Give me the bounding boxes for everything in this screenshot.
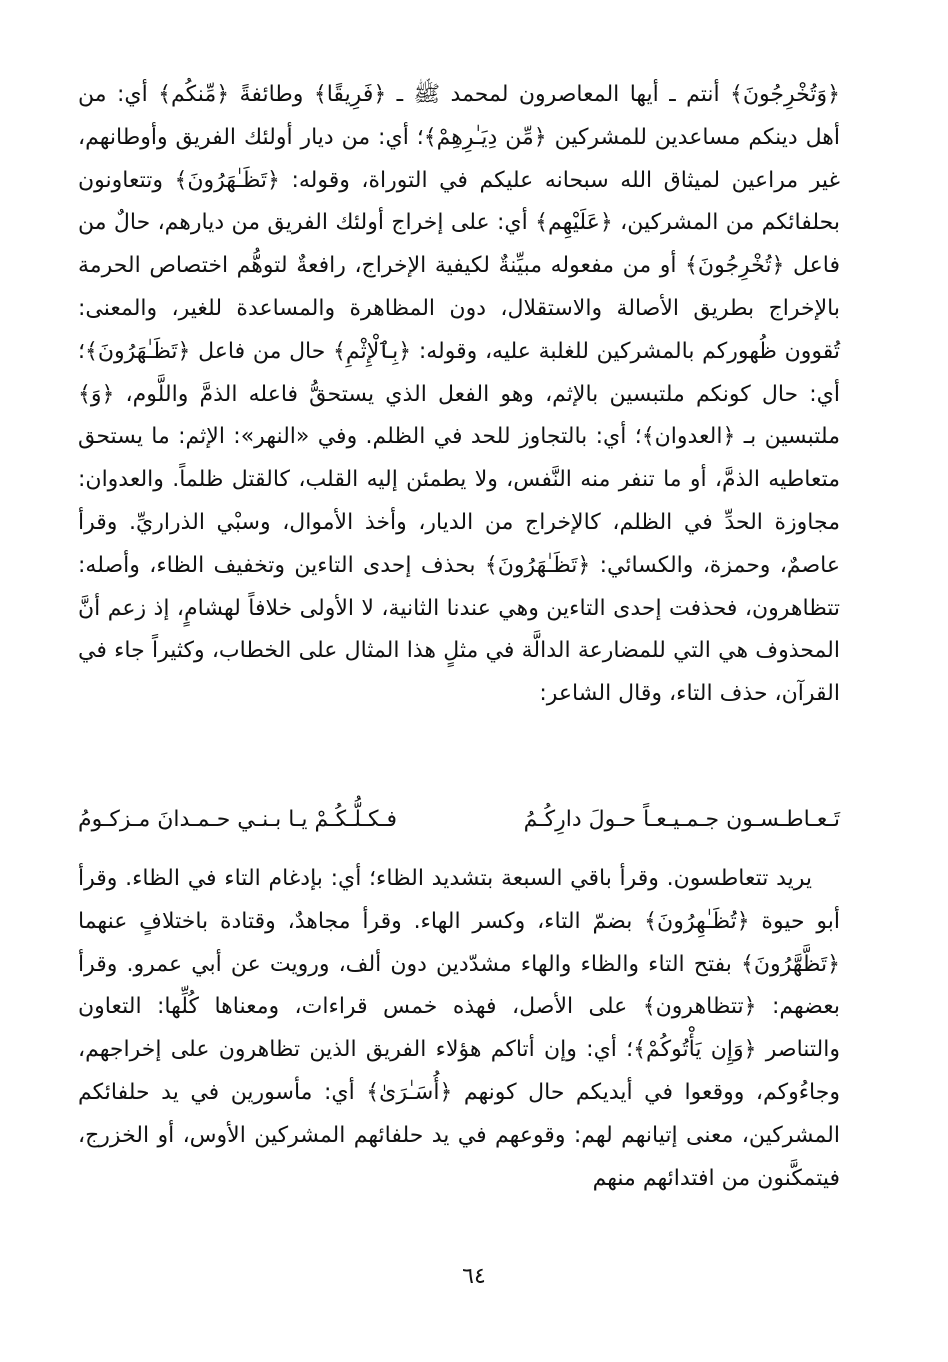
verse-second-hemistich: فـكـلُّـكُـمْ يـا بـنـي حـمـدانَ مـزكـومُ (78, 807, 398, 832)
page-number: ٦٤ (462, 1264, 486, 1289)
body-paragraph-2: يريد تتعاطسون. وقرأ باقي السبعة بتشديد الظاء؛ أي: بإدغام التاء في الظاء. وقرأ أبو حيوة ﴿تُظَـٰهِرُونَ﴾ بضمّ التاء، وكسر الهاء. وقرأ مجاهدٌ، وقتادة باختلافٍ عنهما ﴿تَظَّهَّرُونَ﴾ بفتح التاء والظاء والهاء مشدّدين دون ألف، ورويت عن أبي عمرو. وقرأ بعضهم: ﴿تتظاهرون﴾ على الأصل، فهذه خمس قراءات، ومعناها كُلِّها: التعاون والتناصر ﴿وَإِن يَأْتُوكُمْ﴾؛ أي: وإن أتاكم هؤلاء الفريق الذين تظاهرون على إخراجهم، وجاءُوكم، ووقعوا في أيديكم حال كونهم ﴿أُسَـٰرَىٰ﴾ أي: مأسورين في يد حلفائكم المشركين، معنى إتيانهم لهم: وقوعهم في يد حلفائهم المشركين الأوس، أو الخزرج، فيتمكَّنون من افتدائهم منهم (78, 866, 840, 1191)
poetry-verse (78, 800, 840, 840)
verse-first-hemistich: تَـعـاطـسـون جـمـيـعـاً حـولَ دارِكُـمُ (523, 807, 840, 832)
body-paragraph-1: ﴿وَتُخْرِجُونَ﴾ أنتم ـ أيها المعاصرون لمحمد ﷺ ـ ﴿فَرِيقًا﴾ وطائفةً ﴿مِّنكُم﴾ أي: من أهل دينكم مساعدين للمشركين ﴿مِّن دِيَـٰرِهِمْ﴾؛ أي: من ديار أولئك الفريق وأوطانهم، غير مراعين لميثاق الله سبحانه عليكم في التوراة، وقوله: ﴿تَظَـٰهَرُونَ﴾ وتتعاونون بحلفائكم من المشركين، ﴿عَلَيْهِم﴾ أي: على إخراج أولئك الفريق من ديارهم، حالٌ من فاعل ﴿تُخْرِجُونَ﴾ أو من مفعوله مبيِّنةٌ لكيفية الإخراج، رافعةٌ لتوهُّم اختصاص الحرمة بالإخراج بطريق الأصالة والاستقلال، دون المظاهرة والمساعدة للغير، والمعنى: تُقوون ظُهوركم بالمشركين للغلبة عليه، وقوله: ﴿بِٱلْإِثْمِ﴾ حال من فاعل ﴿تَظَـٰهَرُونَ﴾؛ أي: حال كونكم ملتبسين بالإثم، وهو الفعل الذي يستحقُّ فاعله الذمَّ واللَّوم، ﴿وَ﴾ ملتبسين بـ ﴿العدوان﴾؛ أي: بالتجاوز للحد في الظلم. وفي «النهر»: الإثم: ما يستحق متعاطيه الذمَّ، أو ما تنفر منه النَّفس، ولا يطمئن إليه القلب، كالقتل ظلماً. والعدوان: مجاوزة الحدِّ في الظلم، كالإخراج من الديار، وأخذ الأموال، وسبْي الذراريِّ. وقرأ عاصمٌ، وحمزة، والكسائي: ﴿تَظَـٰهَرُونَ﴾ بحذف إحدى التاءين وتخفيف الظاء، وأصله: تتظاهرون، فحذفت إحدى التاءين وهي عندنا الثانية، لا الأولى خلافاً لهشامٍ، إذ زعم أنَّ المحذوف هي التي للمضارعة الدالَّة في مثلٍ هذا المثال على الخطاب، وكثيراً جاء في القرآن، حذف التاء، وقال الشاعر: (78, 82, 840, 707)
